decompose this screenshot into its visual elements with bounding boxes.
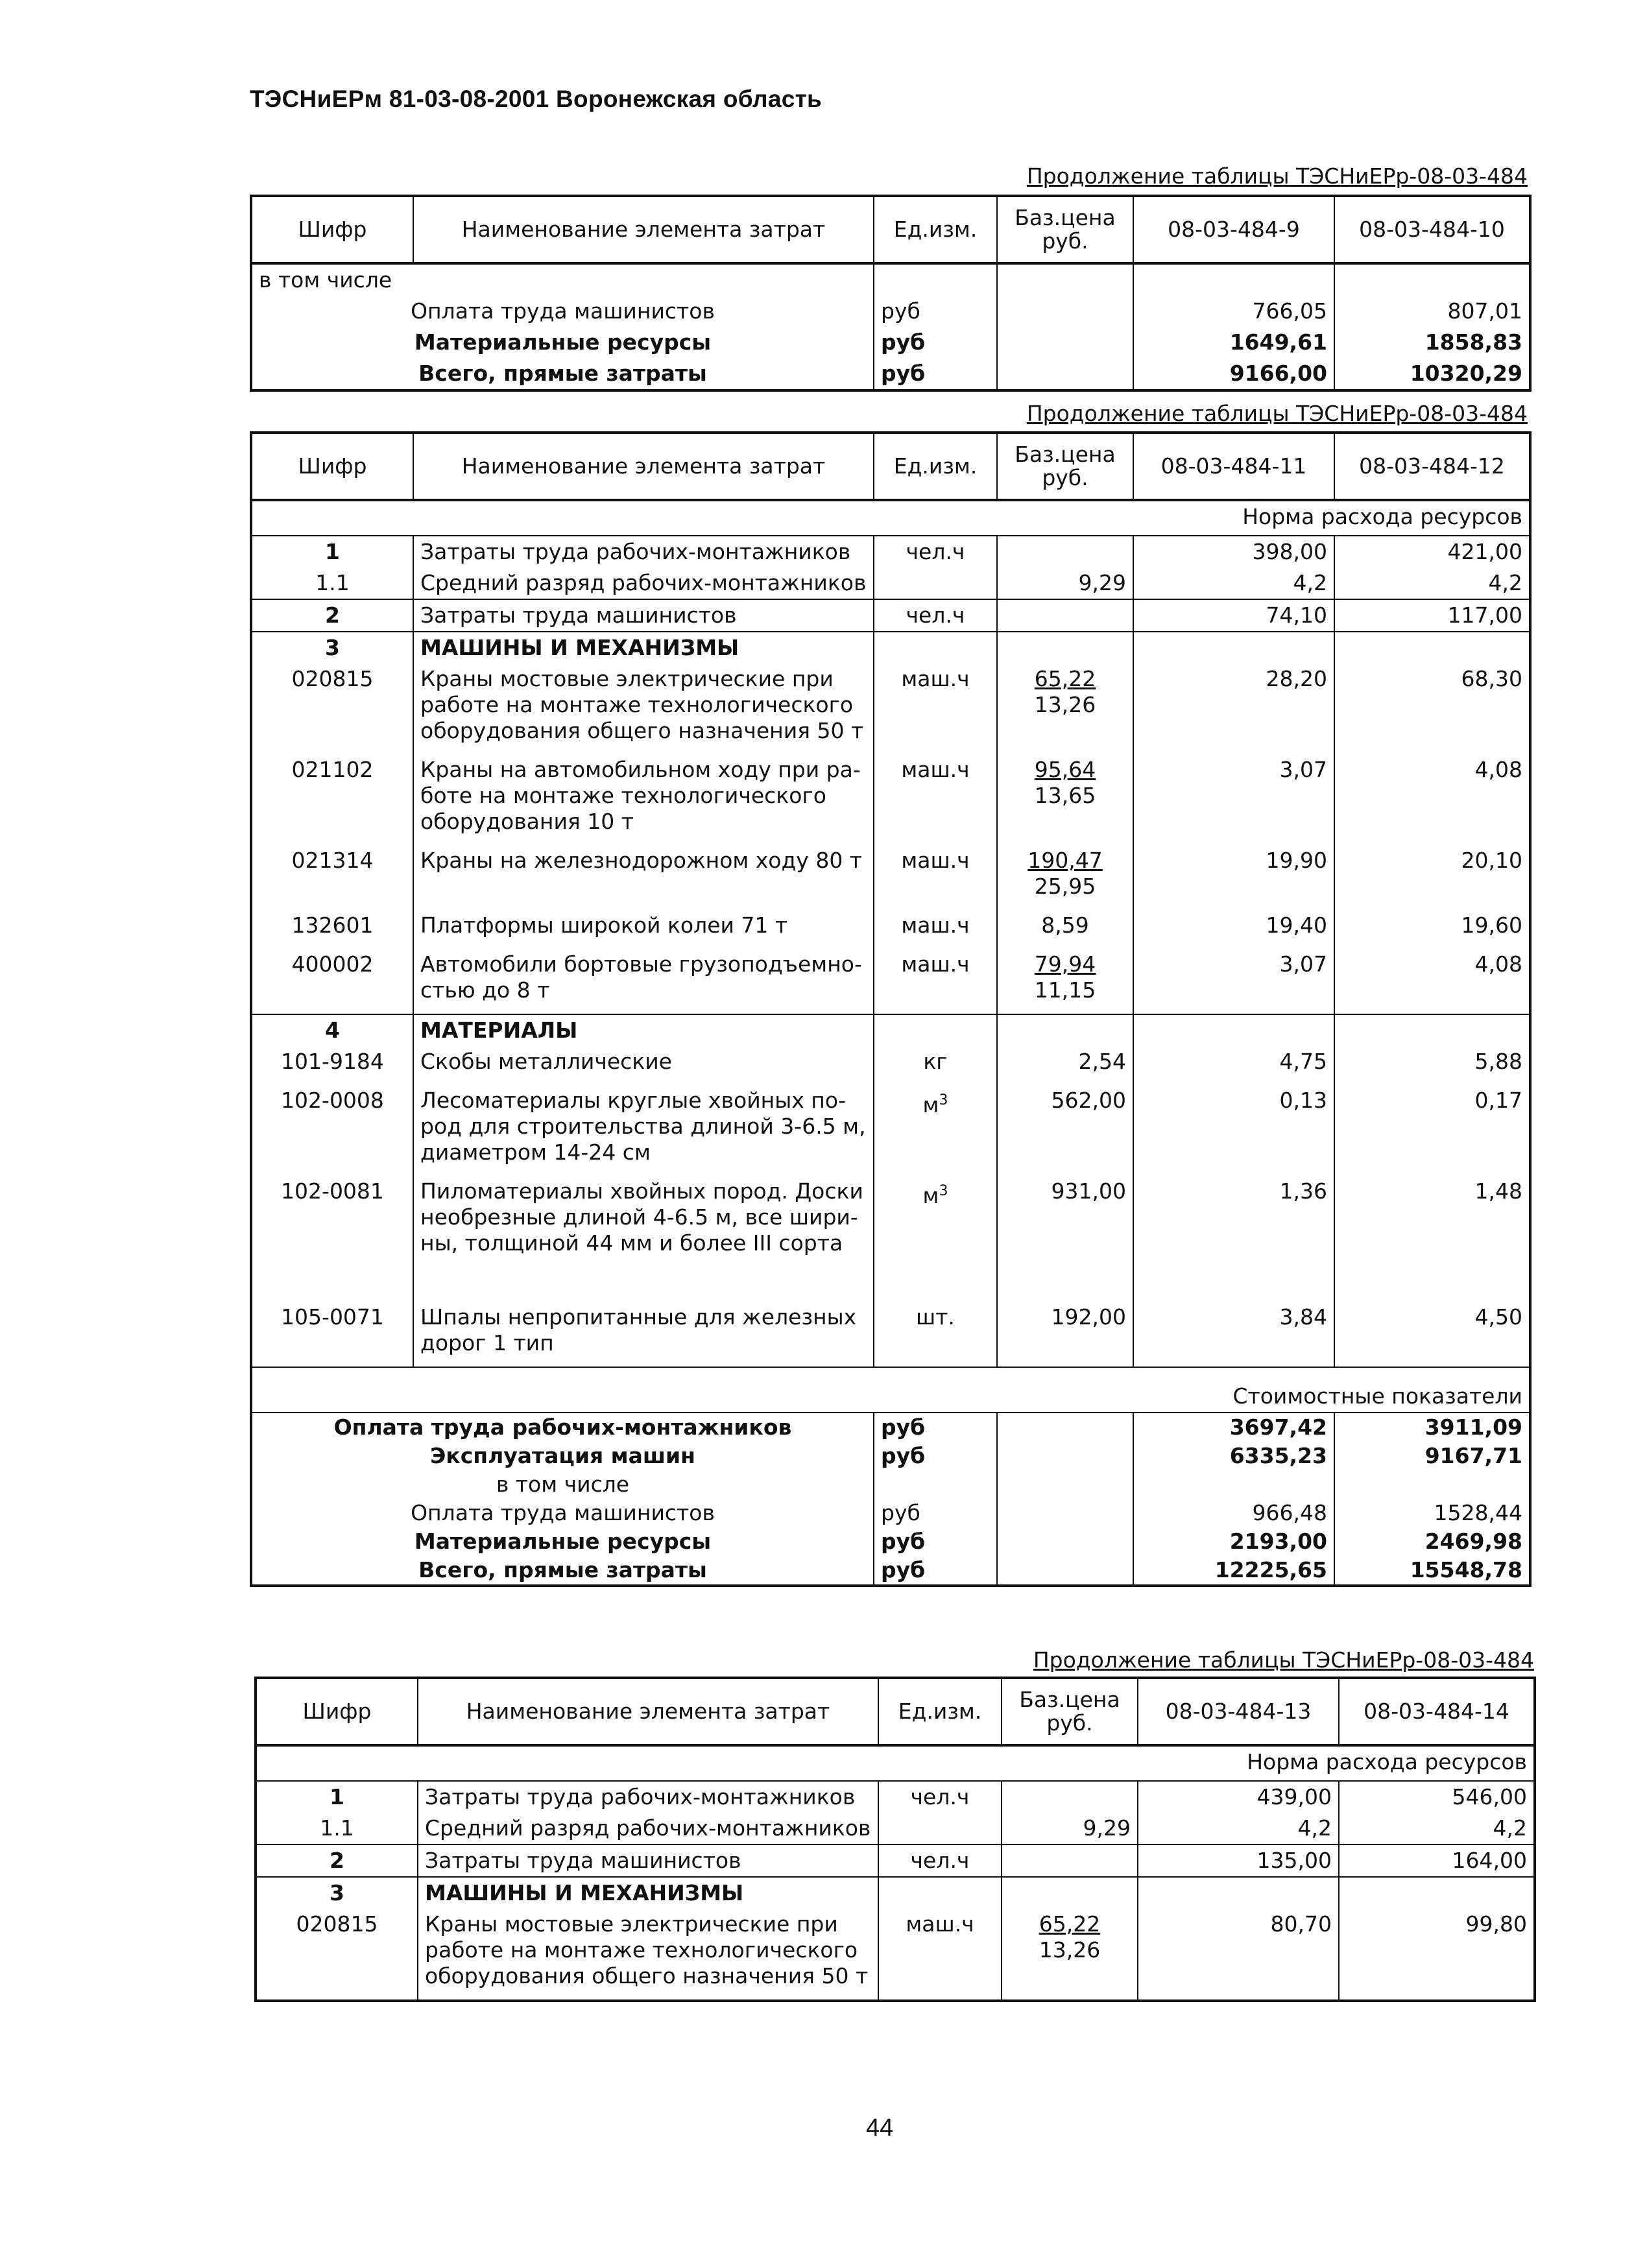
line-text: Краны мостовые электрические при bbox=[420, 666, 834, 691]
row-price bbox=[997, 910, 1133, 949]
cost-unit bbox=[874, 1470, 997, 1499]
value-a bbox=[1133, 1470, 1334, 1499]
value-a: 766,05 bbox=[1133, 296, 1334, 327]
unit-exponent: 3 bbox=[939, 1183, 948, 1199]
value-b: 9167,71 bbox=[1334, 1442, 1530, 1470]
machine-row bbox=[251, 910, 1530, 949]
col-name-header: Наименование элемента затрат bbox=[413, 196, 874, 263]
col-price-header: Баз.цена руб. bbox=[997, 196, 1133, 263]
row-unit bbox=[878, 1813, 1002, 1844]
line-text: Краны мостовые электрические при bbox=[425, 1911, 838, 1937]
row-price bbox=[997, 663, 1133, 754]
line-text: Краны на железнодорожном ходу 80 т bbox=[420, 848, 863, 873]
row-name bbox=[413, 1085, 874, 1176]
materials-section-row bbox=[251, 1014, 1530, 1046]
value-a: 3,07 bbox=[1133, 949, 1334, 1014]
labor-row bbox=[251, 599, 1530, 632]
row-name: Затраты труда рабочих-монтажников bbox=[413, 536, 874, 567]
labor-row bbox=[251, 567, 1530, 599]
section-code: 3 bbox=[251, 632, 413, 663]
price-wage: 13,65 bbox=[1034, 783, 1096, 808]
cost-unit: руб bbox=[874, 327, 997, 358]
table1 bbox=[250, 195, 1532, 392]
value-b: 1528,44 bbox=[1334, 1499, 1530, 1527]
line-text: Платформы широкой колеи 71 т bbox=[420, 913, 788, 938]
norm-caption-row bbox=[251, 500, 1530, 536]
line-text: Краны на автомобильном ходу при ра- bbox=[420, 757, 861, 782]
row-name bbox=[413, 754, 874, 845]
row-price bbox=[997, 845, 1133, 910]
line-text: необрезные длиной 4-6.5 м, все шири- bbox=[420, 1204, 858, 1230]
incl-label: в том числе bbox=[259, 267, 392, 292]
cost-name: Оплата труда рабочих-монтажников bbox=[251, 1413, 874, 1442]
labor-row bbox=[256, 1781, 1535, 1813]
value-b: 5,88 bbox=[1334, 1046, 1530, 1085]
line-text: Автомобили бортовые грузоподъемно- bbox=[420, 951, 862, 977]
value-b bbox=[1334, 1470, 1530, 1499]
col-name-header: Наименование элемента затрат bbox=[413, 433, 874, 500]
table3 bbox=[254, 1677, 1536, 2002]
value-a: 4,2 bbox=[1138, 1813, 1339, 1844]
line-text: работе на монтаже технологического bbox=[425, 1937, 858, 1963]
value-b: 15548,78 bbox=[1334, 1556, 1530, 1586]
row-unit: маш.ч bbox=[874, 663, 997, 754]
value-b: 1,48 bbox=[1334, 1176, 1530, 1302]
row-unit: чел.ч bbox=[878, 1781, 1002, 1813]
cost-unit: руб bbox=[874, 1413, 997, 1442]
cost-row bbox=[251, 1413, 1530, 1442]
cost-name: в том числе bbox=[496, 1472, 630, 1497]
machine-row bbox=[251, 845, 1530, 910]
value-b: 19,60 bbox=[1334, 910, 1530, 949]
line-text: род для строительства длиной 3-6.5 м, bbox=[420, 1114, 866, 1139]
value-b: 4,08 bbox=[1334, 754, 1530, 845]
line-text: ны, толщиной 44 мм и более III сорта bbox=[420, 1230, 843, 1256]
value-a: 80,70 bbox=[1138, 1909, 1339, 2001]
cost-name: Всего, прямые затраты bbox=[418, 361, 707, 386]
price-wage: 11,15 bbox=[1034, 977, 1096, 1003]
value-a: 439,00 bbox=[1138, 1781, 1339, 1813]
row-code: 102-0008 bbox=[281, 1088, 384, 1113]
value-a: 1649,61 bbox=[1133, 327, 1334, 358]
row-price: 9,29 bbox=[1002, 1813, 1138, 1844]
row-code: 1 bbox=[251, 536, 413, 567]
value-b: 421,00 bbox=[1334, 536, 1530, 567]
row-code: 1 bbox=[256, 1781, 418, 1813]
col-price-header: Баз.цена руб. bbox=[1002, 1678, 1138, 1745]
cost-unit: руб bbox=[874, 1527, 997, 1556]
line-text: Шпалы непропитанные для железных bbox=[420, 1304, 857, 1330]
value-a: 19,90 bbox=[1133, 845, 1334, 910]
table3-continuation: Продолжение таблицы ТЭСНиЕРр-08-03-484 bbox=[1033, 1647, 1534, 1673]
col-code-header: Шифр bbox=[251, 433, 413, 500]
table2-continuation: Продолжение таблицы ТЭСНиЕРр-08-03-484 bbox=[1026, 401, 1528, 426]
labor-row bbox=[256, 1844, 1535, 1877]
value-b: 3911,09 bbox=[1334, 1413, 1530, 1442]
col-code-header: Шифр bbox=[256, 1678, 418, 1745]
line-text: диаметром 14-24 см bbox=[420, 1140, 651, 1165]
cost-name: Эксплуатация машин bbox=[430, 1443, 695, 1468]
value-b: 807,01 bbox=[1334, 296, 1530, 327]
cost-caption: Стоимостные показатели bbox=[251, 1367, 1530, 1413]
row-name bbox=[418, 1909, 878, 2001]
row-name bbox=[413, 663, 874, 754]
cost-row bbox=[251, 327, 1530, 358]
material-row bbox=[251, 1302, 1530, 1367]
value-a: 135,00 bbox=[1138, 1844, 1339, 1877]
unit-text: шт. bbox=[916, 1304, 955, 1330]
row-name bbox=[413, 949, 874, 1014]
price-wage: 13,26 bbox=[1034, 692, 1096, 717]
incl-row bbox=[251, 263, 1530, 296]
value-b: 4,2 bbox=[1339, 1813, 1535, 1844]
row-code: 2 bbox=[251, 599, 413, 632]
cost-row bbox=[251, 1527, 1530, 1556]
row-unit: чел.ч bbox=[878, 1844, 1002, 1877]
value-b: 10320,29 bbox=[1334, 358, 1530, 390]
line-text: оборудования общего назначения 50 т bbox=[425, 1963, 869, 1988]
cost-unit: руб bbox=[874, 1499, 997, 1527]
price-total: 79,94 bbox=[1034, 951, 1096, 977]
row-name bbox=[413, 910, 874, 949]
unit-text: м bbox=[922, 1183, 939, 1208]
row-price: 9,29 bbox=[997, 567, 1133, 599]
value-b: 1858,83 bbox=[1334, 327, 1530, 358]
unit-text: м bbox=[922, 1092, 939, 1117]
col-unit-header: Ед.изм. bbox=[874, 196, 997, 263]
row-code: 1.1 bbox=[320, 1815, 354, 1841]
row-code: 2 bbox=[256, 1844, 418, 1877]
norm-caption: Норма расхода ресурсов bbox=[1242, 504, 1522, 529]
value-b: 2469,98 bbox=[1334, 1527, 1530, 1556]
value-a: 9166,00 bbox=[1133, 358, 1334, 390]
machine-row bbox=[256, 1909, 1535, 2001]
value-a: 1,36 bbox=[1133, 1176, 1334, 1302]
row-unit bbox=[874, 1176, 997, 1302]
cost-row bbox=[251, 296, 1530, 327]
row-code: 105-0071 bbox=[281, 1304, 384, 1330]
row-code: 101-9184 bbox=[281, 1049, 384, 1074]
row-code: 020815 bbox=[291, 666, 374, 691]
line-text: боте на монтаже технологического bbox=[420, 783, 826, 808]
row-unit: чел.ч bbox=[874, 536, 997, 567]
row-price bbox=[997, 599, 1133, 632]
row-unit: маш.ч bbox=[878, 1909, 1002, 2001]
machine-row bbox=[251, 949, 1530, 1014]
cost-unit: руб bbox=[874, 1442, 997, 1470]
value-a: 4,75 bbox=[1133, 1046, 1334, 1085]
row-unit: маш.ч bbox=[874, 949, 997, 1014]
col-b-header: 08-03-484-14 bbox=[1339, 1678, 1535, 1745]
row-price bbox=[1002, 1781, 1138, 1813]
norm-caption-row bbox=[256, 1745, 1535, 1781]
value-a: 74,10 bbox=[1133, 599, 1334, 632]
row-price bbox=[1002, 1844, 1138, 1877]
value-b: 4,08 bbox=[1334, 949, 1530, 1014]
price-total: 8,59 bbox=[1041, 913, 1089, 938]
row-price bbox=[1002, 1909, 1138, 2001]
cost-unit: руб bbox=[874, 358, 997, 390]
value-b: 4,2 bbox=[1334, 567, 1530, 599]
cost-row bbox=[251, 1470, 1530, 1499]
col-a-header: 08-03-484-11 bbox=[1133, 433, 1334, 500]
row-name: Средний разряд рабочих-монтажников bbox=[418, 1813, 878, 1844]
col-price-header: Баз.цена руб. bbox=[997, 433, 1133, 500]
row-unit: маш.ч bbox=[874, 910, 997, 949]
row-code: 132601 bbox=[291, 913, 374, 938]
document-header: ТЭСНиЕРм 81-03-08-2001 Воронежская область bbox=[250, 86, 823, 112]
row-code: 102-0081 bbox=[281, 1178, 384, 1204]
line-text: Пиломатериалы хвойных пород. Доски bbox=[420, 1178, 863, 1204]
value-a: 3,84 bbox=[1133, 1302, 1334, 1367]
line-text: оборудования 10 т bbox=[420, 809, 634, 834]
value-a: 12225,65 bbox=[1133, 1556, 1334, 1586]
material-row bbox=[251, 1085, 1530, 1176]
price-total: 65,22 bbox=[1034, 666, 1096, 691]
row-name bbox=[413, 1302, 874, 1367]
line-text: работе на монтаже технологического bbox=[420, 692, 854, 717]
row-code: 1.1 bbox=[315, 570, 350, 595]
value-b: 164,00 bbox=[1339, 1844, 1535, 1877]
row-price: 192,00 bbox=[997, 1302, 1133, 1367]
row-unit bbox=[874, 1302, 997, 1367]
table1-header-row bbox=[251, 196, 1530, 263]
row-unit: чел.ч bbox=[874, 599, 997, 632]
row-price: 931,00 bbox=[997, 1176, 1133, 1302]
value-b: 117,00 bbox=[1334, 599, 1530, 632]
value-a: 28,20 bbox=[1133, 663, 1334, 754]
col-name-header: Наименование элемента затрат bbox=[418, 1678, 878, 1745]
row-name: Затраты труда машинистов bbox=[413, 599, 874, 632]
value-a: 19,40 bbox=[1133, 910, 1334, 949]
value-b: 20,10 bbox=[1334, 845, 1530, 910]
value-a: 3,07 bbox=[1133, 754, 1334, 845]
row-name bbox=[413, 1176, 874, 1302]
value-b: 4,50 bbox=[1334, 1302, 1530, 1367]
table2-header-row bbox=[251, 433, 1530, 500]
row-price: 2,54 bbox=[997, 1046, 1133, 1085]
cost-name: Всего, прямые затраты bbox=[418, 1557, 707, 1582]
row-price bbox=[997, 754, 1133, 845]
cost-name: Оплата труда машинистов bbox=[411, 1500, 715, 1525]
value-b: 99,80 bbox=[1339, 1909, 1535, 2001]
section-title: МАШИНЫ И МЕХАНИЗМЫ bbox=[413, 632, 874, 663]
row-unit bbox=[874, 1046, 997, 1085]
unit-exponent: 3 bbox=[939, 1092, 948, 1108]
col-a-header: 08-03-484-9 bbox=[1133, 196, 1334, 263]
machines-section-row bbox=[256, 1877, 1535, 1909]
row-code: 021102 bbox=[291, 757, 374, 782]
cost-caption-row bbox=[251, 1367, 1530, 1413]
machine-row bbox=[251, 754, 1530, 845]
cost-unit: руб bbox=[874, 296, 997, 327]
section-code: 3 bbox=[256, 1877, 418, 1909]
row-price: 562,00 bbox=[997, 1085, 1133, 1176]
line-text: дорог 1 тип bbox=[420, 1330, 554, 1355]
value-b: 68,30 bbox=[1334, 663, 1530, 754]
row-unit bbox=[874, 1085, 997, 1176]
value-b: 546,00 bbox=[1339, 1781, 1535, 1813]
line-text: оборудования общего назначения 50 т bbox=[420, 718, 864, 743]
labor-row bbox=[251, 536, 1530, 567]
price-total: 190,47 bbox=[1027, 848, 1103, 873]
cost-unit: руб bbox=[874, 1556, 997, 1586]
col-unit-header: Ед.изм. bbox=[878, 1678, 1002, 1745]
value-a: 3697,42 bbox=[1133, 1413, 1334, 1442]
row-code: 020815 bbox=[296, 1911, 378, 1937]
row-name: Затраты труда машинистов bbox=[418, 1844, 878, 1877]
unit-text: кг bbox=[923, 1049, 948, 1074]
table3-header-row bbox=[256, 1678, 1535, 1745]
cost-row bbox=[251, 1442, 1530, 1470]
value-a: 2193,00 bbox=[1133, 1527, 1334, 1556]
price-total: 65,22 bbox=[1039, 1911, 1101, 1937]
col-b-header: 08-03-484-12 bbox=[1334, 433, 1530, 500]
col-code-header: Шифр bbox=[251, 196, 413, 263]
labor-row bbox=[256, 1813, 1535, 1844]
row-price bbox=[997, 536, 1133, 567]
row-name bbox=[413, 845, 874, 910]
material-row bbox=[251, 1176, 1530, 1302]
line-text: Лесоматериалы круглые хвойных по- bbox=[420, 1088, 846, 1113]
cost-row bbox=[251, 1556, 1530, 1586]
row-name: Средний разряд рабочих-монтажников bbox=[413, 567, 874, 599]
cost-name: Материальные ресурсы bbox=[414, 329, 712, 355]
col-b-header: 08-03-484-10 bbox=[1334, 196, 1530, 263]
value-a: 398,00 bbox=[1133, 536, 1334, 567]
section-code: 4 bbox=[251, 1014, 413, 1046]
row-price bbox=[997, 949, 1133, 1014]
row-unit bbox=[874, 567, 997, 599]
material-row bbox=[251, 1046, 1530, 1085]
row-name bbox=[413, 1046, 874, 1085]
value-a: 4,2 bbox=[1133, 567, 1334, 599]
table2 bbox=[250, 431, 1532, 1587]
row-unit: маш.ч bbox=[874, 754, 997, 845]
cost-name: Материальные ресурсы bbox=[414, 1529, 712, 1554]
value-b: 0,17 bbox=[1334, 1085, 1530, 1176]
price-wage: 13,26 bbox=[1039, 1937, 1101, 1963]
norm-caption: Норма расхода ресурсов bbox=[1247, 1749, 1527, 1774]
table1-continuation: Продолжение таблицы ТЭСНиЕРр-08-03-484 bbox=[1026, 163, 1528, 189]
value-a: 6335,23 bbox=[1133, 1442, 1334, 1470]
cost-row bbox=[251, 1499, 1530, 1527]
row-name: Затраты труда рабочих-монтажников bbox=[418, 1781, 878, 1813]
cost-name: Оплата труда машинистов bbox=[411, 298, 715, 324]
line-text: Скобы металлические bbox=[420, 1049, 672, 1074]
section-title: МАТЕРИАЛЫ bbox=[413, 1014, 874, 1046]
col-unit-header: Ед.изм. bbox=[874, 433, 997, 500]
value-a: 966,48 bbox=[1133, 1499, 1334, 1527]
section-title: МАШИНЫ И МЕХАНИЗМЫ bbox=[418, 1877, 878, 1909]
value-a: 0,13 bbox=[1133, 1085, 1334, 1176]
machines-section-row bbox=[251, 632, 1530, 663]
row-code: 400002 bbox=[291, 951, 374, 977]
col-a-header: 08-03-484-13 bbox=[1138, 1678, 1339, 1745]
row-code: 021314 bbox=[291, 848, 374, 873]
row-unit: маш.ч bbox=[874, 845, 997, 910]
cost-row bbox=[251, 358, 1530, 390]
machine-row bbox=[251, 663, 1530, 754]
line-text: стью до 8 т bbox=[420, 977, 550, 1003]
page-number: 44 bbox=[866, 2114, 894, 2142]
price-wage: 25,95 bbox=[1034, 874, 1096, 899]
price-total: 95,64 bbox=[1034, 757, 1096, 782]
